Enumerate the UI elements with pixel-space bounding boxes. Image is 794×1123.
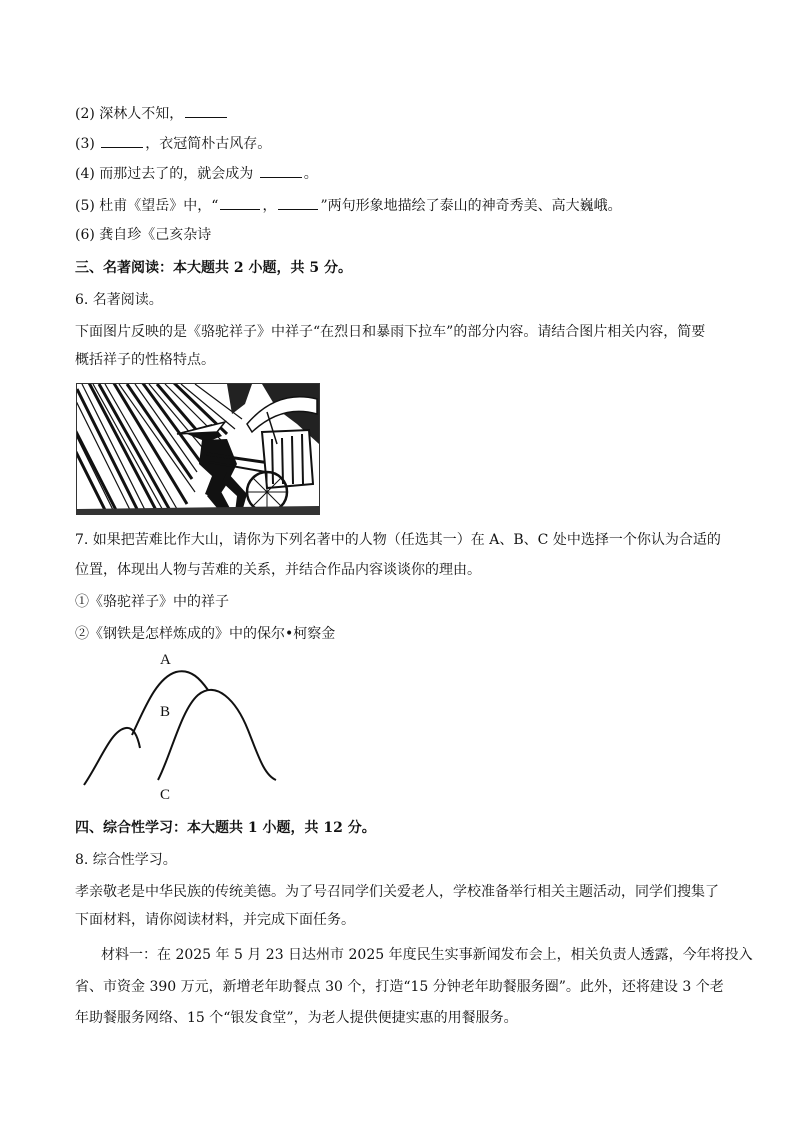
section-3-heading: 三、名著阅读：本大题共 2 小题，共 5 分。	[75, 260, 352, 276]
q5-item-5	[75, 195, 724, 216]
q7-prompt-line-1: 7. 如果把苦难比作大山，请你为下列名著中的人物（任选其一）在 A、B、C 处中选择一个你认为合适的	[75, 532, 721, 548]
q8-material-1-line-3: 年助餐服务网络、15 个“银发食堂”，为老人提供便捷实惠的用餐服务。	[75, 1010, 518, 1026]
q5-item-3	[75, 133, 724, 154]
rickshaw-storm-drawing	[77, 384, 319, 514]
mountain-outline	[76, 650, 286, 810]
q5-item-4	[75, 163, 724, 184]
q5-item-2	[75, 103, 724, 124]
q5-item-4-end: 。	[303, 166, 318, 182]
label-c: C	[160, 787, 171, 803]
q5-item-5-text: (5) 杜甫《望岳》中，“	[75, 198, 219, 214]
q5-item-4-text: (4) 而那过去了的，就会成为	[75, 166, 258, 182]
q8-material-1-line-1: 材料一：在 2025 年 5 月 23 日达州市 2025 年度民生实事新闻发布会上，相关负责人透露，今年将投入	[101, 947, 753, 963]
q5-item-5-comma: ，	[262, 198, 277, 214]
q8-material-1-line-2: 省、市资金 390 万元，新增老年助餐点 30 个，打造“15 分钟老年助餐服务圈”。此外，还将建设 3 个老	[75, 979, 724, 995]
section-4-heading: 四、综合性学习：本大题共 1 小题，共 12 分。	[75, 820, 376, 836]
q5-item-5-tail: ”两句形象地描绘了泰山的神奇秀美、高大巍峨。	[320, 198, 622, 214]
label-b: B	[160, 704, 171, 720]
q7-option-1: ①《骆驼祥子》中的祥子	[75, 594, 229, 610]
answer-blank[interactable]	[220, 195, 260, 210]
answer-blank[interactable]	[101, 133, 143, 148]
q5-item-2-text: (2) 深林人不知，	[75, 106, 184, 122]
q5-item-6: (6) 龚自珍《己亥杂诗	[75, 227, 212, 243]
q8-title: 8. 综合性学习。	[75, 852, 177, 868]
answer-blank[interactable]	[260, 163, 302, 178]
q6-prompt-line-2: 概括祥子的性格特点。	[75, 352, 215, 368]
q5-item-3-text: ，衣冠简朴古风存。	[145, 136, 272, 152]
q7-option-2: ②《钢铁是怎样炼成的》中的保尔•柯察金	[75, 626, 336, 642]
q5-item-3-prefix: (3)	[75, 136, 100, 152]
answer-blank[interactable]	[185, 103, 227, 118]
answer-blank[interactable]	[278, 195, 318, 210]
q8-intro-line-1: 孝亲敬老是中华民族的传统美德。为了号召同学们关爱老人，学校准备举行相关主题活动，同学们搜集了	[75, 884, 719, 900]
rickshaw-storm-illustration	[76, 383, 320, 515]
q8-intro-line-2: 下面材料，请你阅读材料，并完成下面任务。	[75, 912, 355, 928]
label-a: A	[160, 652, 171, 668]
mountain-diagram	[76, 650, 286, 810]
q7-prompt-line-2: 位置，体现出人物与苦难的关系，并结合作品内容谈谈你的理由。	[75, 562, 481, 578]
q6-prompt-line-1: 下面图片反映的是《骆驼祥子》中祥子“在烈日和暴雨下拉车”的部分内容。请结合图片相关内容，简要	[75, 324, 706, 340]
q6-title: 6. 名著阅读。	[75, 292, 163, 308]
